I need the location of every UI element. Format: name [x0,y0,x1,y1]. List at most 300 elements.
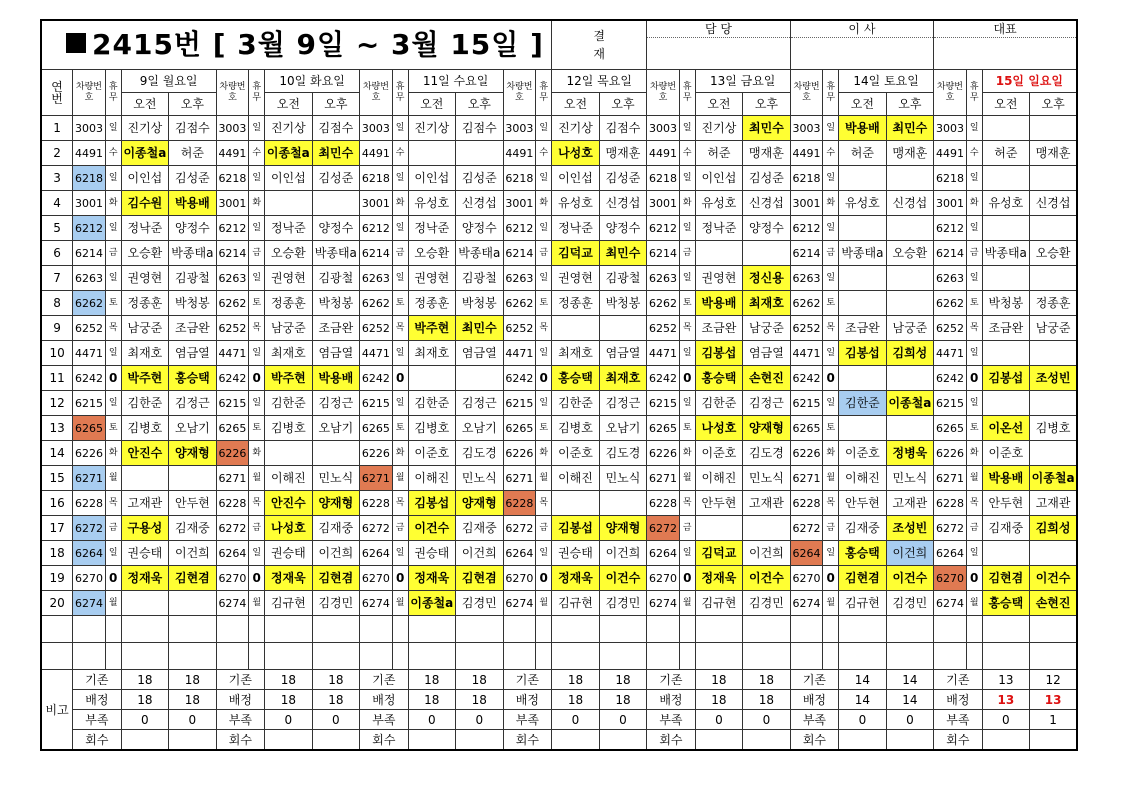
am-driver: 박용배 [695,291,743,316]
rest-day: 일 [392,116,408,141]
pm-driver: 손현진 [1030,591,1078,616]
am-driver: 허준 [982,141,1030,166]
footer-value: 18 [169,670,217,690]
pm-driver [886,166,934,191]
footer-label: 회수 [503,730,552,751]
car-number: 4471 [647,341,680,366]
am-driver: 최재호 [408,341,456,366]
row-number: 16 [41,491,73,516]
car-number: 6214 [647,241,680,266]
footer-label: 배정 [216,690,264,710]
pm-driver: 민노식 [599,466,647,491]
rest-day: 수 [823,141,839,166]
pm-driver: 이건수 [599,566,647,591]
pm-driver: 오남기 [456,416,504,441]
car-number: 6270 [73,566,106,591]
footer-value: 13 [982,690,1030,710]
empty-cell [982,616,1030,643]
car-number: 6264 [647,541,680,566]
rest-day: 0 [679,566,695,591]
footer-value [743,730,791,751]
car-number: 6218 [647,166,680,191]
am-driver: 진기상 [695,116,743,141]
car-number: 6270 [216,566,249,591]
car-no-header: 차량번호 [647,70,680,116]
car-number: 6214 [216,241,249,266]
rest-day: 화 [679,191,695,216]
rest-header: 휴무 [105,70,121,116]
table-row [41,216,1077,241]
pm-driver: 정병욱 [886,441,934,466]
car-number: 6272 [503,516,536,541]
square-bullet-icon [66,33,86,53]
footer-label: 회수 [934,730,982,751]
pm-driver: 홍승택 [169,366,217,391]
footer-value: 0 [982,710,1030,730]
row-number: 10 [41,341,73,366]
footer-value: 0 [743,710,791,730]
pm-driver: 이종철a [886,391,934,416]
am-driver: 김한준 [121,391,169,416]
am-driver [265,441,313,466]
empty-cell [647,643,680,670]
car-number: 6215 [216,391,249,416]
am-driver: 김규현 [552,591,600,616]
car-number: 6252 [216,316,249,341]
footer-value [408,730,456,751]
pm-driver: 남궁준 [886,316,934,341]
rest-day: 토 [966,416,982,441]
pm-driver [1030,341,1078,366]
table-row [41,116,1077,141]
footer-value: 0 [886,710,934,730]
am-driver: 이인섭 [695,166,743,191]
am-driver [839,291,887,316]
row-number: 9 [41,316,73,341]
am-driver: 김봉섭 [552,516,600,541]
footer-label: 부족 [934,710,982,730]
pm-driver: 김정근 [599,391,647,416]
table-row [41,191,1077,216]
am-driver: 오승환 [121,241,169,266]
car-number: 6228 [216,491,249,516]
pm-header: 오후 [169,93,217,116]
car-number: 6262 [360,291,393,316]
rest-day: 목 [105,491,121,516]
car-number: 6242 [790,366,823,391]
pm-driver: 최재호 [599,366,647,391]
car-number: 3001 [503,191,536,216]
am-driver: 정종훈 [552,291,600,316]
car-number: 6264 [790,541,823,566]
pm-header: 오후 [312,93,360,116]
am-driver: 이해진 [265,466,313,491]
pm-driver: 염금열 [743,341,791,366]
car-number: 6274 [216,591,249,616]
pm-driver [1030,216,1078,241]
pm-driver: 김재중 [312,516,360,541]
pm-driver [312,191,360,216]
rest-day: 0 [679,366,695,391]
car-number: 3001 [934,191,967,216]
empty-cell [169,643,217,670]
pm-driver [886,366,934,391]
am-header: 오전 [839,93,887,116]
pm-driver: 박청봉 [599,291,647,316]
footer-value: 14 [839,690,887,710]
car-number: 4471 [503,341,536,366]
empty-cell [823,643,839,670]
footer-value: 0 [552,710,600,730]
pm-driver: 조금완 [169,316,217,341]
rest-day: 월 [536,466,552,491]
pm-driver: 김광철 [169,266,217,291]
rest-day: 화 [392,441,408,466]
am-driver: 김병호 [552,416,600,441]
rest-day: 일 [536,266,552,291]
am-driver: 나성호 [552,141,600,166]
car-number: 6272 [934,516,967,541]
car-number: 6218 [503,166,536,191]
am-driver: 김봉섭 [695,341,743,366]
car-number: 6265 [934,416,967,441]
rest-day: 수 [392,141,408,166]
car-number: 6262 [934,291,967,316]
pm-driver: 최민수 [312,141,360,166]
rest-day: 일 [249,341,265,366]
car-no-header: 차량번호 [934,70,967,116]
car-number: 6242 [503,366,536,391]
rest-day: 일 [249,391,265,416]
empty-cell [1030,616,1078,643]
pm-driver: 이건희 [456,541,504,566]
am-driver: 정재욱 [552,566,600,591]
footer-label: 배정 [790,690,838,710]
pm-driver: 김현겸 [456,566,504,591]
am-driver [695,241,743,266]
pm-driver [886,416,934,441]
car-number: 6212 [216,216,249,241]
footer-label: 기존 [503,670,552,690]
pm-driver: 민노식 [456,466,504,491]
rest-day: 금 [249,241,265,266]
empty-cell [265,616,313,643]
am-driver: 홍승택 [695,366,743,391]
car-number: 4471 [73,341,106,366]
pm-driver [312,441,360,466]
pm-driver: 남궁준 [743,316,791,341]
table-row [41,566,1077,591]
empty-cell [982,643,1030,670]
am-driver: 나성호 [695,416,743,441]
pm-driver: 정신용 [743,266,791,291]
footer-label: 부족 [647,710,695,730]
rest-day: 화 [249,191,265,216]
pm-driver: 이건희 [886,541,934,566]
car-number: 6274 [934,591,967,616]
car-number: 6271 [790,466,823,491]
am-driver: 김한준 [695,391,743,416]
empty-cell [839,616,887,643]
pm-driver: 염금열 [169,341,217,366]
footer-label: 기존 [934,670,982,690]
rest-day: 토 [679,291,695,316]
pm-driver: 정종훈 [1030,291,1078,316]
am-driver: 정낙준 [552,216,600,241]
car-number: 6252 [73,316,106,341]
empty-cell [265,643,313,670]
car-number: 6264 [73,541,106,566]
schedule-table [40,19,1078,751]
empty-cell [599,616,647,643]
rest-day: 화 [105,441,121,466]
empty-cell [823,616,839,643]
am-driver: 권영현 [408,266,456,291]
car-number: 6272 [647,516,680,541]
am-driver: 김한준 [408,391,456,416]
car-number: 6263 [503,266,536,291]
car-number: 6264 [216,541,249,566]
row-number: 5 [41,216,73,241]
pm-driver: 김성준 [169,166,217,191]
pm-driver: 이건수 [743,566,791,591]
car-number: 6262 [216,291,249,316]
day-header-0: 9일 월요일 [121,70,216,93]
rest-day: 일 [105,541,121,566]
car-number: 3003 [934,116,967,141]
pm-driver: 김정근 [456,391,504,416]
pm-driver: 김광철 [599,266,647,291]
rest-header: 휴무 [249,70,265,116]
car-number: 3001 [790,191,823,216]
am-driver [552,316,600,341]
car-number: 6252 [934,316,967,341]
car-number: 6262 [503,291,536,316]
rest-day: 화 [823,441,839,466]
footer-value: 18 [121,670,169,690]
row-number: 1 [41,116,73,141]
footer-value: 18 [169,690,217,710]
pm-driver [886,216,934,241]
pm-driver [1030,541,1078,566]
car-number: 6242 [73,366,106,391]
rest-day: 금 [966,241,982,266]
rest-header: 휴무 [823,70,839,116]
am-driver: 박주현 [121,366,169,391]
pm-driver [599,316,647,341]
car-number: 4471 [216,341,249,366]
car-number: 6212 [73,216,106,241]
footer-label: 배정 [503,690,552,710]
rest-day: 월 [249,591,265,616]
rest-day: 수 [966,141,982,166]
row-number: 12 [41,391,73,416]
am-driver: 허준 [839,141,887,166]
am-driver: 유성호 [408,191,456,216]
rest-day: 화 [392,191,408,216]
pm-driver: 박청봉 [456,291,504,316]
am-driver: 이인섭 [265,166,313,191]
am-driver: 조금완 [982,316,1030,341]
rest-day: 월 [966,466,982,491]
pm-driver: 김광철 [312,266,360,291]
rest-day: 0 [823,566,839,591]
am-driver: 이인섭 [408,166,456,191]
footer-value [121,730,169,751]
empty-cell [503,616,536,643]
car-number: 6214 [73,241,106,266]
pm-driver: 조성빈 [886,516,934,541]
footer-label: 기존 [73,670,121,690]
pm-driver: 최민수 [743,116,791,141]
rest-day: 0 [392,366,408,391]
table-row [41,541,1077,566]
am-driver [982,216,1030,241]
pm-driver: 양재형 [312,491,360,516]
am-driver: 김수원 [121,191,169,216]
table-row [41,591,1077,616]
rest-day: 목 [823,491,839,516]
car-number: 6265 [790,416,823,441]
am-driver: 진기상 [408,116,456,141]
pm-driver: 고재관 [886,491,934,516]
empty-cell [105,643,121,670]
row-number: 13 [41,416,73,441]
car-number: 3003 [360,116,393,141]
car-number: 6215 [360,391,393,416]
pm-driver [1030,441,1078,466]
rest-day: 일 [536,341,552,366]
footer-value: 18 [456,670,504,690]
rest-day: 목 [823,316,839,341]
pm-driver: 김점수 [456,116,504,141]
pm-driver: 양정수 [169,216,217,241]
car-number: 6226 [503,441,536,466]
am-driver: 이인섭 [121,166,169,191]
rest-day: 일 [823,341,839,366]
empty-cell [679,643,695,670]
rest-day: 일 [679,116,695,141]
am-driver: 이준호 [839,441,887,466]
am-driver: 이건수 [408,516,456,541]
pm-driver: 이건수 [886,566,934,591]
car-number: 6252 [790,316,823,341]
am-driver: 조금완 [695,316,743,341]
pm-driver: 박종태a [169,241,217,266]
car-number: 3003 [216,116,249,141]
car-number: 6264 [360,541,393,566]
am-driver: 안두현 [695,491,743,516]
rest-day: 0 [249,566,265,591]
am-driver [839,216,887,241]
footer-value [552,730,600,751]
empty-cell [886,643,934,670]
am-driver: 정재욱 [408,566,456,591]
pm-driver [1030,391,1078,416]
pm-driver [743,241,791,266]
rest-day: 목 [392,491,408,516]
empty-cell [392,643,408,670]
car-number: 6226 [73,441,106,466]
pm-driver: 이건수 [1030,566,1078,591]
footer-value: 18 [695,690,743,710]
pm-driver [886,266,934,291]
rest-day: 금 [823,241,839,266]
rest-day: 화 [536,441,552,466]
pm-driver [169,466,217,491]
footer-label: 회수 [647,730,695,751]
car-number: 6215 [73,391,106,416]
am-driver: 이온선 [982,416,1030,441]
am-driver: 최재호 [265,341,313,366]
rest-day: 일 [536,166,552,191]
rest-day: 토 [536,291,552,316]
car-number: 6252 [647,316,680,341]
rest-day: 일 [392,341,408,366]
rest-day: 일 [392,216,408,241]
day-header-1: 10일 화요일 [265,70,360,93]
am-driver: 김병호 [121,416,169,441]
rest-day: 일 [823,391,839,416]
am-driver: 정재욱 [695,566,743,591]
footer-value: 1 [1030,710,1078,730]
car-number: 6265 [360,416,393,441]
car-number: 4491 [790,141,823,166]
car-number: 6252 [360,316,393,341]
pm-header: 오후 [456,93,504,116]
rest-day: 월 [679,591,695,616]
rest-day: 일 [392,391,408,416]
pm-driver: 김성준 [312,166,360,191]
rest-day: 금 [823,516,839,541]
am-driver: 남궁준 [265,316,313,341]
am-driver: 홍승택 [552,366,600,391]
pm-driver [599,491,647,516]
car-number: 6252 [503,316,536,341]
rest-day: 일 [105,166,121,191]
car-number: 6264 [503,541,536,566]
pm-driver: 김희성 [886,341,934,366]
rest-day: 토 [105,416,121,441]
car-number: 4471 [360,341,393,366]
footer-label: 배정 [73,690,121,710]
footer-value: 0 [312,710,360,730]
pm-driver: 양재형 [456,491,504,516]
am-driver: 정종훈 [265,291,313,316]
empty-cell [249,643,265,670]
pm-driver: 최민수 [599,241,647,266]
am-driver: 권영현 [121,266,169,291]
pm-driver: 김희성 [1030,516,1078,541]
car-number: 3003 [503,116,536,141]
am-driver: 김병호 [265,416,313,441]
footer-value: 18 [408,690,456,710]
am-driver: 정낙준 [265,216,313,241]
approval-col-1 [790,20,933,70]
rest-day: 토 [392,291,408,316]
footer-label: 배정 [647,690,695,710]
empty-cell [552,616,600,643]
footer-value [1030,730,1078,751]
car-number: 6270 [934,566,967,591]
footer-value [456,730,504,751]
table-row [41,341,1077,366]
rest-day: 일 [966,266,982,291]
rest-day: 일 [679,341,695,366]
pm-driver: 오승환 [886,241,934,266]
car-number: 6212 [503,216,536,241]
pm-driver: 신경섭 [743,191,791,216]
